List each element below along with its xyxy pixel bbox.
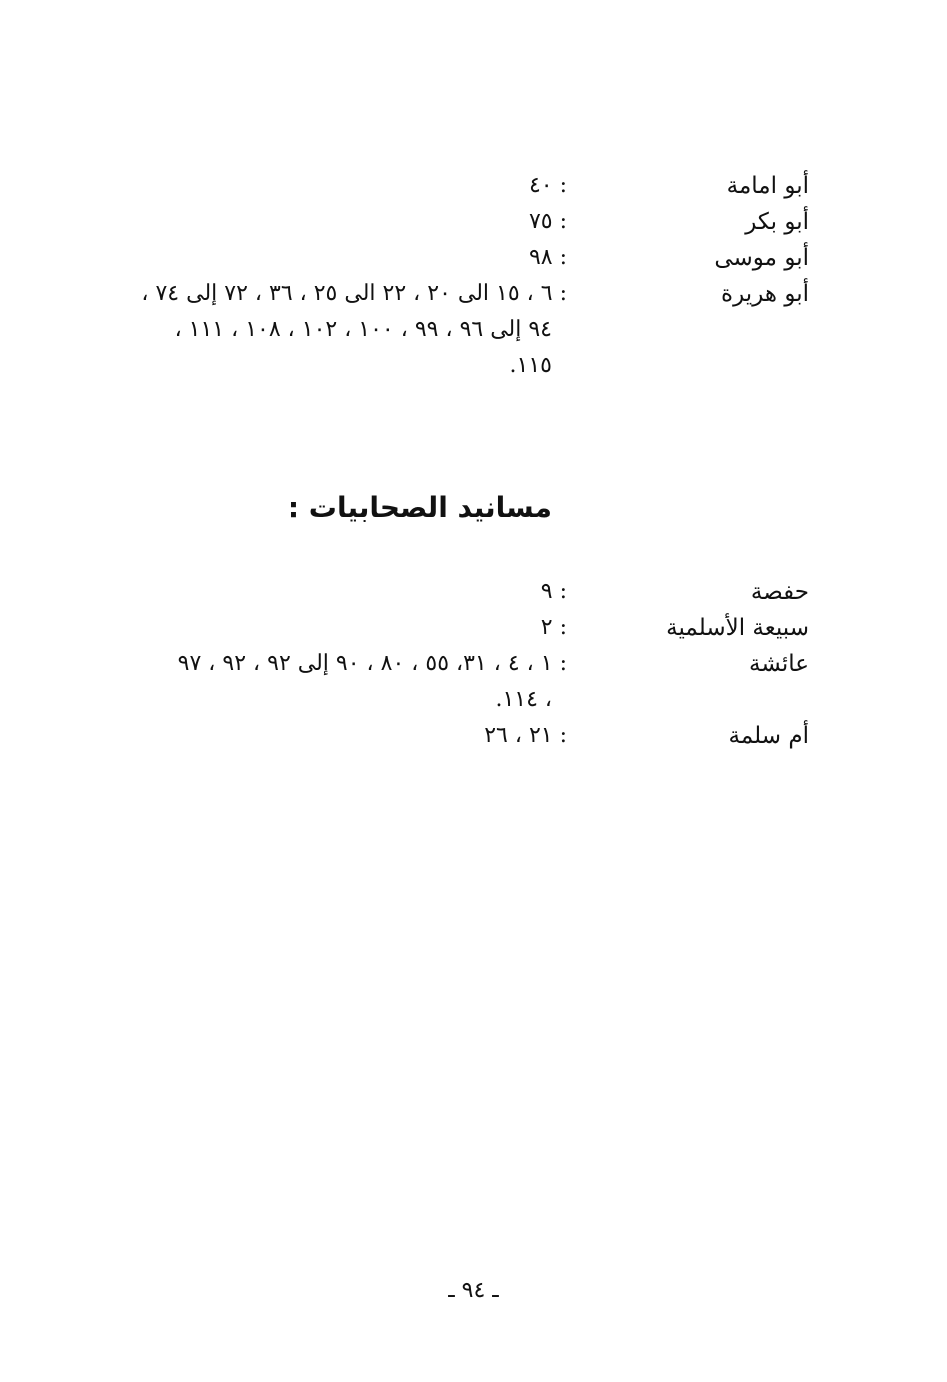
entry-refs: : ٢١ ، ٢٦: [484, 723, 567, 748]
section-heading: مسانيد الصحابيات :: [287, 491, 552, 524]
page-number: ـ ٩٤ ـ: [448, 1278, 499, 1303]
list-item-continuation: [0, 682, 947, 718]
entry-name: سبيعة الأسلمية: [666, 615, 809, 641]
list-item: [0, 574, 947, 610]
list-item: [0, 610, 947, 646]
list-item-continuation: [0, 348, 947, 384]
entry-name: حفصة: [750, 579, 809, 605]
list-item: [0, 718, 947, 754]
entry-refs-continuation: ، ١١٤.: [495, 687, 552, 712]
entry-name: أبو هريرة: [721, 281, 809, 307]
entry-refs: : ٧٥: [528, 209, 567, 234]
entry-name: عائشة: [749, 651, 809, 677]
entry-refs: : ٩٨: [528, 245, 567, 270]
entry-refs: : ٩: [540, 579, 567, 604]
list-item: [0, 204, 947, 240]
list-item: [0, 276, 947, 312]
entry-name: أبو بكر: [745, 209, 809, 235]
entry-refs: : ٦ ، ١٥ الى ٢٠ ، ٢٢ الى ٢٥ ، ٣٦ ، ٧٢ إلى ٧٤ ،: [141, 281, 567, 306]
entry-refs-continuation: ٩٤ إلى ٩٦ ، ٩٩ ، ١٠٠ ، ١٠٢ ، ١٠٨ ، ١١١ ،: [174, 317, 552, 342]
entry-refs: : ٤٠: [528, 173, 567, 198]
entry-name: أبو امامة: [726, 173, 809, 199]
entry-refs: : ٢: [540, 615, 567, 640]
entry-refs: : ١ ، ٤ ، ٣١، ٥٥ ، ٨٠ ، ٩٠ إلى ٩٢ ، ٩٢ ، ٩٧: [177, 651, 567, 676]
list-item-continuation: [0, 312, 947, 348]
entry-name: أم سلمة: [728, 723, 809, 749]
list-item: [0, 168, 947, 204]
entry-name: أبو موسى: [714, 245, 809, 271]
list-item: [0, 646, 947, 682]
list-item: [0, 240, 947, 276]
entry-refs-continuation: ١١٥.: [509, 353, 552, 378]
